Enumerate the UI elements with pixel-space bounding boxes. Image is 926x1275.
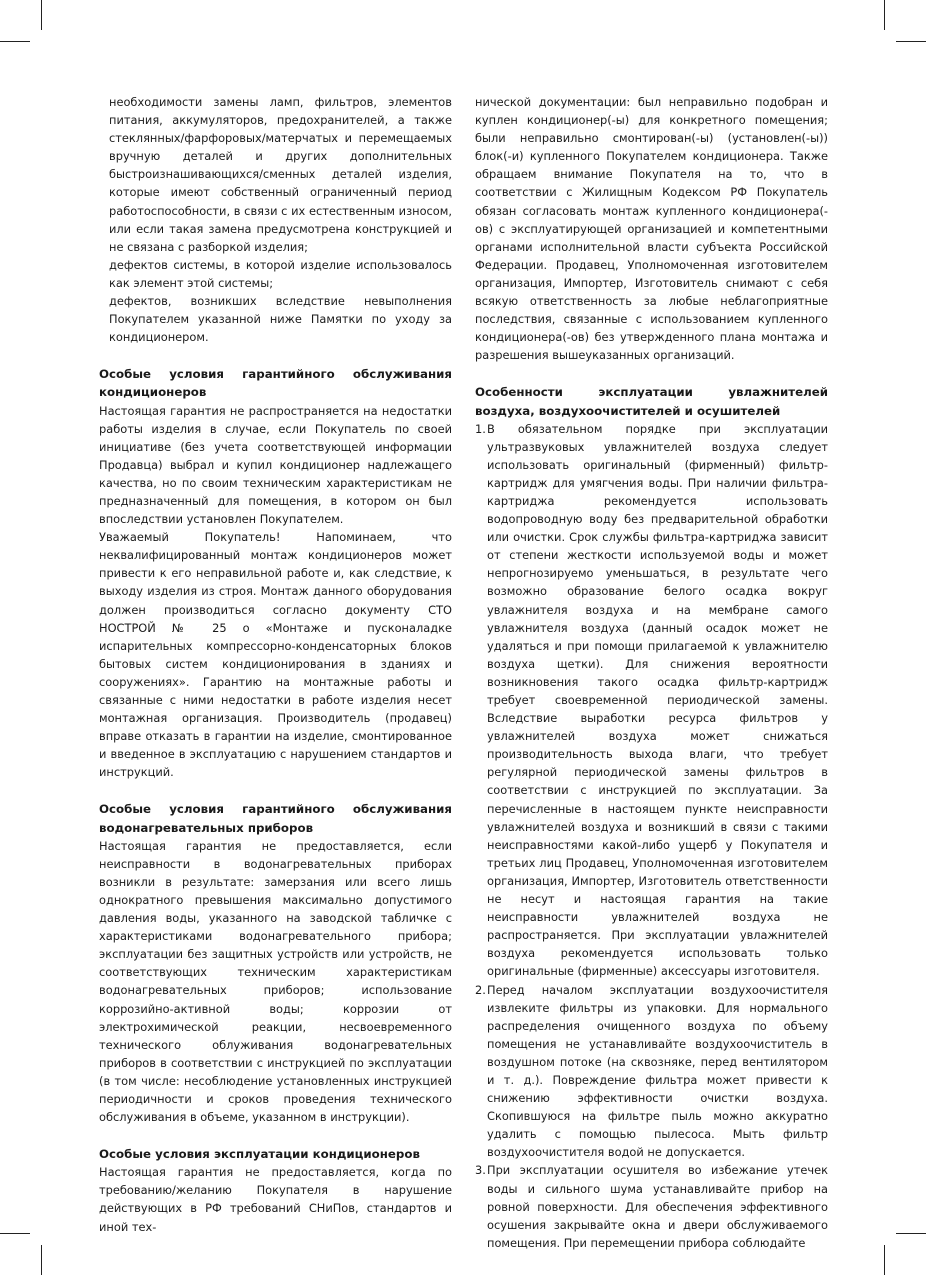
- list-number: 2.: [475, 982, 486, 997]
- crop-mark: [896, 1233, 926, 1234]
- crop-mark: [41, 1245, 42, 1275]
- body-paragraph: Уважаемый Покупатель! Напоминаем, что неквалифицированный монтаж кондиционеров может привести к его неправильной работе и, как следствие, к выходу изделия из строя. Монтаж данного оборудования должен производиться согласно документу СТО НОСТРОЙ № 25 о «Монтаже и пусконаладке испарительных компрессорно-конденсаторных блоков бытовых систем кондиционирования в зданиях и сооружениях». Гарантию на монтажные работы и связанные с ними недостатки в работе изделия несет монтажная организация. Производитель (продавец) вправе отказать в гарантии на изделие, смонтированное и введенное в эксплуатацию с нарушением стандартов и инструкций.: [99, 530, 452, 780]
- list-item-text: В обязательном порядке при эксплуатации ультразвуковых увлажнителей воздуха следует использовать оригинальный (фирменный) фильтр-картридж для умягчения воды. При наличии фильтра-картриджа рекомендуется использовать водопроводную воду без предварительной обработки или очистки. Срок службы фильтра-картриджа зависит от степени жесткости используемой воды и может непрогнозируемо уменьшаться, в результате чего возможно образование белого осадка вокруг увлажнителя воздуха и на мембране самого увлажнителя воздуха (данный осадок может не удаляться и при помощи прилагаемой к увлажнителю воздуха щетки). Для снижения вероятности возникновения такого осадка фильтр-картридж требует своевременной периодической замены. Вследствие выработки ресурса фильтров у увлажнителей воздуха может снижаться производительность выхода влаги, что требует регулярной периодической замены фильтров в соответствии с инструкцией по эксплуатации. За перечисленные в настоящем пункте неисправности увлажнителей воздуха и возникший в связи с такими неисправностями какой-либо ущерб у Покупателя и третьих лиц Продавец, Уполномоченная изготовителем организация, Импортер, Изготовитель ответственности не несут и настоящая гарантия на такие неисправности увлажнителей воздуха не распространяется. При эксплуатации увлажнителей воздуха рекомендуется использовать только оригинальные (фирменные) аксессуары изготовителя.: [487, 421, 828, 979]
- spacer: [475, 364, 828, 383]
- spacer: [99, 781, 452, 800]
- section-heading-ac-warranty: Особые условия гарантийного обслуживания кондиционеров: [99, 367, 452, 400]
- right-column: [475, 93, 828, 1252]
- list-item-text: Перед началом эксплуатации воздухоочистителя извлеките фильтры из упаковки. Для нормального распределения очищенного воздуха по объему помещения не устанавливайте воздухоочиститель в воздушном потоке (на сквозняке, перед вентилятором и т. д.). Повреждение фильтра может привести к снижению эффективности очистки воздуха. Скопившуюся на фильтре пыль можно аккуратно удалить с помощью пылесоса. Мыть фильтр воздухоочистителя водой не допускается.: [487, 982, 828, 1160]
- crop-mark: [884, 0, 885, 30]
- list-item: [475, 1161, 828, 1251]
- section-heading-water-heaters: Особые условия гарантийного обслуживания водонагревательных приборов: [99, 802, 452, 835]
- list-item: [475, 981, 828, 1162]
- continuation-paragraph: нической документации: был неправильно подобран и куплен кондиционер(-ы) для конкретного помещения; были неправильно смонтирован(-ы) (установлен(-ы)) блок(-и) купленного Покупателем кондиционера. Также обращаем внимание Покупателя на то, что в соответствии с Жилищным Кодексом РФ Покупатель обязан согласовать монтаж купленного кондиционера(-ов) с эксплуатирующей организацией и компетентными органами исполнительной власти субъекта Российской Федерации. Продавец, Уполномоченная изготовителем организация, Импортер, Изготовитель снимают с себя всякую ответственность за любые неблагоприятные последствия, связанные с использованием купленного кондиционера(-ов) без утвержденного плана монтажа и разрешения вышеуказанных организаций.: [475, 95, 828, 363]
- spacer: [99, 1126, 452, 1145]
- left-column: [99, 93, 452, 1236]
- body-paragraph: Настоящая гарантия не предоставляется, если неисправности в водонагревательных приборах возникли в результате: замерзания или всего лишь однократного превышения максимально допустимого давления воды, указанного на заводской табличке с характеристиками водонагревательного прибора; эксплуатации без защитных устройств или устройств, не соответствующих техническим характеристикам водонагревательных приборов; использование коррозийно-активной воды; коррозии от электрохимической реакции, несвоевременного технического облуживания водонагревательных приборов в соответствии с инструкцией по эксплуатации (в том числе: несоблюдение установленных инструкцией периодичности и сроков проведения технического обслуживания в объеме, указанном в инструкции).: [99, 838, 452, 1125]
- section-heading-ac-operation: Особые условия эксплуатации кондиционеров: [99, 1147, 420, 1162]
- list-item: [475, 420, 828, 981]
- crop-mark: [884, 1245, 885, 1275]
- crop-mark: [896, 41, 926, 42]
- section-heading-humidifiers: Особенности эксплуатации увлажнителей воздуха, воздухоочистителей и осушителей: [475, 385, 828, 418]
- list-number: 3.: [475, 1163, 486, 1178]
- body-paragraph: Настоящая гарантия не предоставляется, когда по требованию/желанию Покупателя в нарушение действующих в РФ требований СНиПов, стандартов и иной тех-: [99, 1165, 452, 1234]
- numbered-list: [475, 420, 828, 1252]
- crop-mark: [0, 41, 30, 42]
- body-paragraph: Настоящая гарантия не распространяется на недостатки работы изделия в случае, если Покупатель по своей инициативе (без учета соответствующей информации Продавца) выбрал и купил кондиционер надлежащего качества, но по своим техническим характеристикам не предназначенный для помещения, в котором он был впоследствии установлен Покупателем.: [99, 403, 452, 527]
- list-number: 1.: [475, 421, 486, 436]
- crop-mark: [41, 0, 42, 30]
- intro-paragraph: необходимости замены ламп, фильтров, элементов питания, аккумуляторов, предохранителей, а также стеклянных/фарфоровых/матерчатых и перемещаемых вручную деталей и других дополнительных быстроизнашивающихся/сменных деталей изделия, которые имеют собственный ограниченный период работоспособности, в связи с их естественным износом, или если такая замена предусмотрена конструкцией и не связана с разборкой изделия;: [109, 95, 452, 254]
- crop-mark: [0, 1233, 30, 1234]
- intro-paragraph: дефектов, возникших вследствие невыполнения Покупателем указанной ниже Памятки по уходу за кондиционером.: [109, 294, 452, 345]
- list-item-text: При эксплуатации осушителя во избежание утечек воды и сильного шума устанавливайте прибор на ровной поверхности. Для обеспечения эффективного осушения закрывайте окна и двери обслуживаемого помещения. При перемещении прибора соблюдайте: [487, 1163, 828, 1250]
- intro-paragraph: дефектов системы, в которой изделие использовалось как элемент этой системы;: [109, 257, 452, 290]
- spacer: [99, 346, 452, 365]
